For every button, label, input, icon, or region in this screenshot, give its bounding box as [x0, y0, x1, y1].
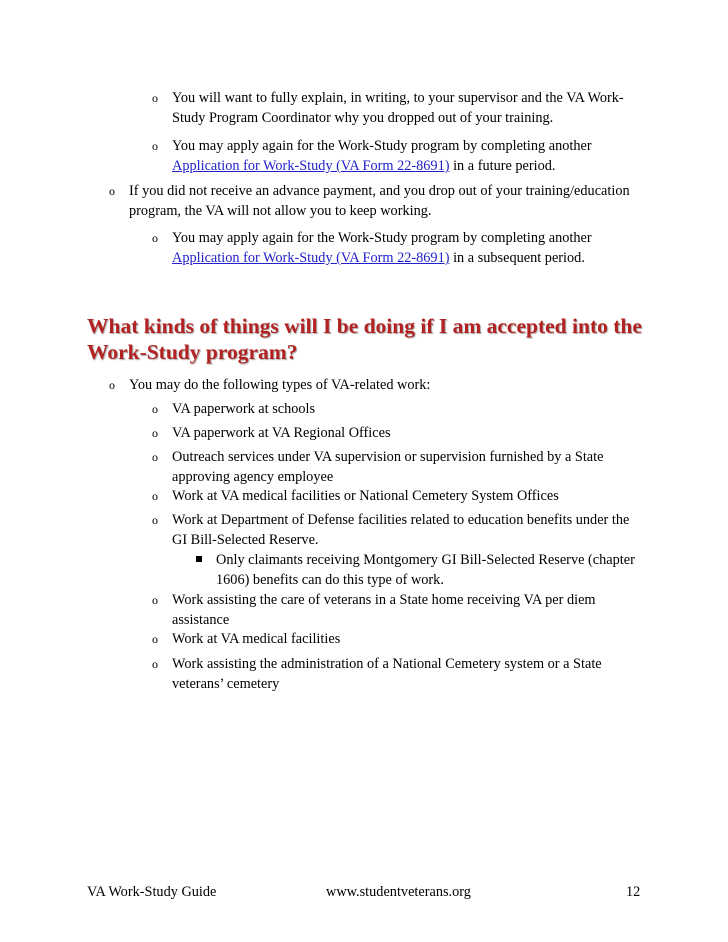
list-intro	[109, 375, 644, 395]
footer-url: www.studentveterans.org	[326, 884, 471, 900]
list-item-text: in a subsequent period.	[449, 250, 585, 266]
list-item	[152, 629, 642, 649]
circle-bullet-icon: o	[109, 184, 115, 198]
list-item-text: Work assisting the care of veterans in a State home receiving VA per diem assistance	[172, 592, 596, 628]
circle-bullet-icon: o	[152, 402, 158, 416]
list-item	[152, 228, 642, 268]
list-item-text: You may do the following types of VA-related work:	[129, 377, 431, 393]
page-number: 12	[626, 884, 641, 900]
list-item-text: You will want to fully explain, in writing, to your supervisor and the VA Work-Study Program Coordinator why you dropped out of your training.	[172, 90, 624, 126]
circle-bullet-icon: o	[152, 231, 158, 245]
list-item	[152, 654, 642, 694]
square-bullet-icon	[196, 556, 202, 562]
circle-bullet-icon: o	[152, 657, 158, 671]
list-item	[152, 486, 642, 506]
list-item	[216, 550, 646, 590]
list-item	[152, 590, 642, 630]
circle-bullet-icon: o	[152, 139, 158, 153]
list-item-text: Work assisting the administration of a National Cemetery system or a State veterans’ cemetery	[172, 656, 602, 692]
circle-bullet-icon: o	[152, 91, 158, 105]
list-item-text: If you did not receive an advance payment, and you drop out of your training/education program, the VA will not allow you to keep working.	[129, 183, 630, 219]
circle-bullet-icon: o	[152, 450, 158, 464]
list-item-text: Outreach services under VA supervision or supervision furnished by a State approving agency employee	[172, 449, 604, 485]
list-item	[152, 510, 642, 550]
list-item-text: Work at VA medical facilities	[172, 631, 341, 647]
list-item	[152, 423, 642, 443]
circle-bullet-icon: o	[152, 593, 158, 607]
list-item-text: You may apply again for the Work-Study program by completing another	[172, 230, 592, 246]
list-item	[152, 399, 642, 419]
list-item	[152, 447, 642, 487]
list-item-text: VA paperwork at schools	[172, 401, 316, 417]
list-item-text: VA paperwork at VA Regional Offices	[172, 425, 391, 441]
circle-bullet-icon: o	[109, 378, 115, 392]
list-item	[109, 181, 644, 221]
circle-bullet-icon: o	[152, 426, 158, 440]
list-item	[152, 136, 642, 176]
list-item-text: Work at Department of Defense facilities related to education benefits under the GI Bill-Selected Reserve.	[172, 512, 630, 548]
section-heading: What kinds of things will I be doing if I am accepted into the Work-Study program?	[87, 314, 642, 364]
va-form-22-8691-link[interactable]: Application for Work-Study (VA Form 22-8691)	[172, 250, 450, 266]
list-item-text: You may apply again for the Work-Study program by completing another	[172, 138, 592, 154]
list-item-text: Work at VA medical facilities or National Cemetery System Offices	[172, 488, 559, 504]
circle-bullet-icon: o	[152, 489, 158, 503]
va-form-22-8691-link[interactable]: Application for Work-Study (VA Form 22-8691)	[172, 158, 450, 174]
list-item	[152, 88, 642, 128]
circle-bullet-icon: o	[152, 513, 158, 527]
footer-title: VA Work-Study Guide	[87, 884, 217, 900]
list-item-text: Only claimants receiving Montgomery GI Bill-Selected Reserve (chapter 1606) benefits can do this type of work.	[216, 552, 635, 588]
circle-bullet-icon: o	[152, 632, 158, 646]
list-item-text: in a future period.	[449, 158, 556, 174]
